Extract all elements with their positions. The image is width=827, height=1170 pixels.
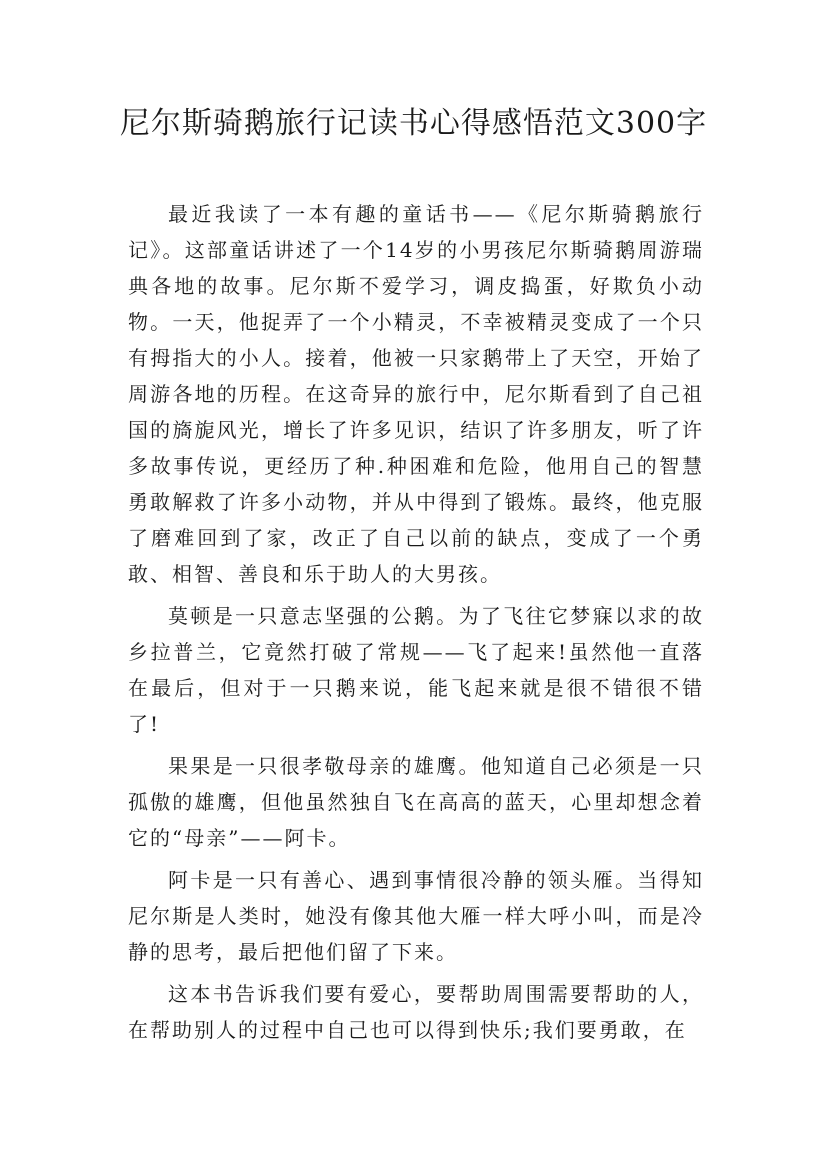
document-body [128,196,704,1054]
paragraph-3: 果果是一只很孝敬母亲的雄鹰。他知道自己必须是一只孤傲的雄鹰，但他虽然独自飞在高高的蓝天，心里却想念着它的“母亲”——阿卡。 [128,754,704,850]
document-title: 尼尔斯骑鹅旅行记读书心得感悟范文300字 [119,106,708,141]
paragraph-1: 最近我读了一本有趣的童话书——《尼尔斯骑鹅旅行记》。这部童话讲述了一个14岁的小男孩尼尔斯骑鹅周游瑞典各地的故事。尼尔斯不爱学习，调皮捣蛋，好欺负小动物。一天，他捉弄了一个小精灵，不幸被精灵变成了一个只有拇指大的小人。接着，他被一只家鹅带上了天空，开始了周游各地的历程。在这奇异的旅行中，尼尔斯看到了自己祖国的旖旎风光，增长了许多见识，结识了许多朋友，听了许多故事传说，更经历了种.种困难和危险，他用自己的智慧勇敢解救了许多小动物，并从中得到了锻炼。最终，他克服了磨难回到了家，改正了自己以前的缺点，变成了一个勇敢、相智、善良和乐于助人的大男孩。 [128,202,704,586]
paragraph-4: 阿卡是一只有善心、遇到事情很冷静的领头雁。当得知尼尔斯是人类时，她没有像其他大雁一样大呼小叫，而是冷静的思考，最后把他们留了下来。 [128,868,704,964]
paragraph-2: 莫顿是一只意志坚强的公鹅。为了飞往它梦寐以求的故乡拉普兰，它竟然打破了常规——飞了起来!虽然他一直落在最后，但对于一只鹅来说，能飞起来就是很不错很不错了! [128,604,704,736]
paragraph-5: 这本书告诉我们要有爱心，要帮助周围需要帮助的人，在帮助别人的过程中自己也可以得到快乐;我们要勇敢，在 [128,982,704,1042]
